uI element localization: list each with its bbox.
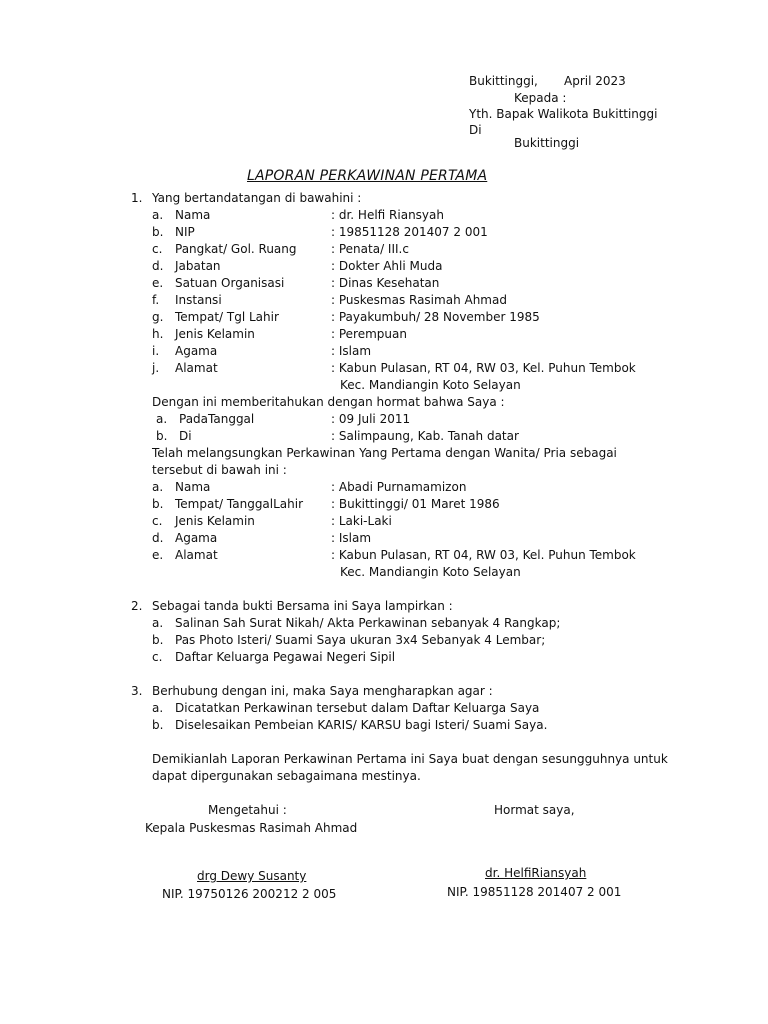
spouse-label: Jenis Kelamin bbox=[175, 514, 255, 528]
kepada-label: Kepada : bbox=[514, 91, 567, 105]
field-value: : Islam bbox=[331, 344, 372, 358]
spouse-label: Nama bbox=[175, 480, 211, 494]
marriage-letter: a. bbox=[156, 412, 168, 426]
field-value: : Perempuan bbox=[331, 327, 407, 341]
spouse-value: : Laki-Laki bbox=[331, 514, 392, 528]
field-label: Alamat bbox=[175, 361, 218, 375]
spouse-letter: e. bbox=[152, 548, 164, 562]
field-label: Satuan Organisasi bbox=[175, 276, 285, 290]
right-signatory-name: dr. HelfiRiansyah bbox=[485, 866, 587, 880]
field-letter: c. bbox=[152, 242, 163, 256]
attachment-letter: c. bbox=[152, 650, 163, 664]
marriage-letter: b. bbox=[156, 429, 168, 443]
spouse-label: Alamat bbox=[175, 548, 218, 562]
spouse-value: : Bukittinggi/ 01 Maret 1986 bbox=[331, 497, 500, 511]
spouse-letter: c. bbox=[152, 514, 163, 528]
field-value: : Penata/ III.c bbox=[331, 242, 409, 256]
field-value: : Kabun Pulasan, RT 04, RW 03, Kel. Puhun Tembok bbox=[331, 361, 636, 375]
field-letter: h. bbox=[152, 327, 164, 341]
field-label: NIP bbox=[175, 225, 195, 239]
place-date: Bukittinggi, bbox=[469, 74, 538, 88]
marriage-value: : 09 Juli 2011 bbox=[331, 412, 411, 426]
field-value: : dr. Helfi Riansyah bbox=[331, 208, 444, 222]
spouse-label: Agama bbox=[175, 531, 218, 545]
address-continuation: Kec. Mandiangin Koto Selayan bbox=[340, 378, 521, 392]
attachment-letter: b. bbox=[152, 633, 164, 647]
marriage-label: Di bbox=[179, 429, 192, 443]
left-signatory-name: drg Dewy Susanty bbox=[197, 869, 307, 883]
married-statement-cont: tersebut di bawah ini : bbox=[152, 463, 287, 477]
field-label: Tempat/ Tgl Lahir bbox=[175, 310, 279, 324]
section-intro: Sebagai tanda bukti Bersama ini Saya lampirkan : bbox=[152, 599, 453, 613]
field-label: Instansi bbox=[175, 293, 222, 307]
closing-text-cont: dapat dipergunakan sebagaimana mestinya. bbox=[152, 769, 421, 783]
field-letter: i. bbox=[152, 344, 160, 358]
spouse-letter: a. bbox=[152, 480, 164, 494]
section-number: 1. bbox=[131, 191, 143, 205]
spouse-letter: b. bbox=[152, 497, 164, 511]
field-letter: g. bbox=[152, 310, 164, 324]
attachment-item: Daftar Keluarga Pegawai Negeri Sipil bbox=[175, 650, 396, 664]
section-number: 3. bbox=[131, 684, 143, 698]
request-item: Dicatatkan Perkawinan tersebut dalam Daftar Keluarga Saya bbox=[175, 701, 540, 715]
field-value: : Payakumbuh/ 28 November 1985 bbox=[331, 310, 540, 324]
request-letter: b. bbox=[152, 718, 164, 732]
field-letter: f. bbox=[152, 293, 160, 307]
field-label: Jabatan bbox=[175, 259, 221, 273]
spouse-value: : Islam bbox=[331, 531, 372, 545]
attachment-letter: a. bbox=[152, 616, 164, 630]
head-title: Kepala Puskesmas Rasimah Ahmad bbox=[145, 821, 358, 835]
field-value: : Puskesmas Rasimah Ahmad bbox=[331, 293, 507, 307]
acknowledged-label: Mengetahui : bbox=[208, 803, 287, 817]
notice-text: Dengan ini memberitahukan dengan hormat bahwa Saya : bbox=[152, 395, 505, 409]
right-signatory-nip: NIP. 19851128 201407 2 001 bbox=[447, 885, 622, 899]
attachment-item: Pas Photo Isteri/ Suami Saya ukuran 3x4 Sebanyak 4 Lembar; bbox=[175, 633, 546, 647]
field-letter: j. bbox=[152, 361, 160, 375]
request-item: Diselesaikan Pembeian KARIS/ KARSU bagi Isteri/ Suami Saya. bbox=[175, 718, 548, 732]
left-signatory-nip: NIP. 19750126 200212 2 005 bbox=[162, 887, 337, 901]
marriage-label: PadaTanggal bbox=[179, 412, 255, 426]
field-value: : 19851128 201407 2 001 bbox=[331, 225, 488, 239]
field-label: Agama bbox=[175, 344, 218, 358]
field-letter: b. bbox=[152, 225, 164, 239]
section-number: 2. bbox=[131, 599, 143, 613]
field-label: Jenis Kelamin bbox=[175, 327, 255, 341]
attachment-item: Salinan Sah Surat Nikah/ Akta Perkawinan sebanyak 4 Rangkap; bbox=[175, 616, 561, 630]
field-value: : Dinas Kesehatan bbox=[331, 276, 440, 290]
spouse-value: : Abadi Purnamamizon bbox=[331, 480, 467, 494]
section-intro: Yang bertandatangan di bawahini : bbox=[152, 191, 362, 205]
spouse-address-continuation: Kec. Mandiangin Koto Selayan bbox=[340, 565, 521, 579]
field-letter: d. bbox=[152, 259, 164, 273]
city: Bukittinggi bbox=[514, 136, 580, 150]
document-title: LAPORAN PERKAWINAN PERTAMA bbox=[247, 168, 488, 184]
field-label: Nama bbox=[175, 208, 211, 222]
closing-text: Demikianlah Laporan Perkawinan Pertama ini Saya buat dengan sesungguhnya untuk bbox=[152, 752, 668, 766]
field-value: : Dokter Ahli Muda bbox=[331, 259, 443, 273]
married-statement: Telah melangsungkan Perkawinan Yang Pertama dengan Wanita/ Pria sebagai bbox=[152, 446, 617, 460]
spouse-letter: d. bbox=[152, 531, 164, 545]
request-letter: a. bbox=[152, 701, 164, 715]
section-intro: Berhubung dengan ini, maka Saya mengharapkan agar : bbox=[152, 684, 493, 698]
field-letter: a. bbox=[152, 208, 164, 222]
regards-label: Hormat saya, bbox=[494, 803, 575, 817]
month-year: April 2023 bbox=[564, 74, 626, 88]
spouse-label: Tempat/ TanggalLahir bbox=[175, 497, 304, 511]
recipient: Yth. Bapak Walikota Bukittinggi bbox=[469, 107, 658, 121]
di-label: Di bbox=[469, 123, 482, 137]
spouse-value: : Kabun Pulasan, RT 04, RW 03, Kel. Puhun Tembok bbox=[331, 548, 636, 562]
field-label: Pangkat/ Gol. Ruang bbox=[175, 242, 297, 256]
marriage-value: : Salimpaung, Kab. Tanah datar bbox=[331, 429, 519, 443]
field-letter: e. bbox=[152, 276, 164, 290]
